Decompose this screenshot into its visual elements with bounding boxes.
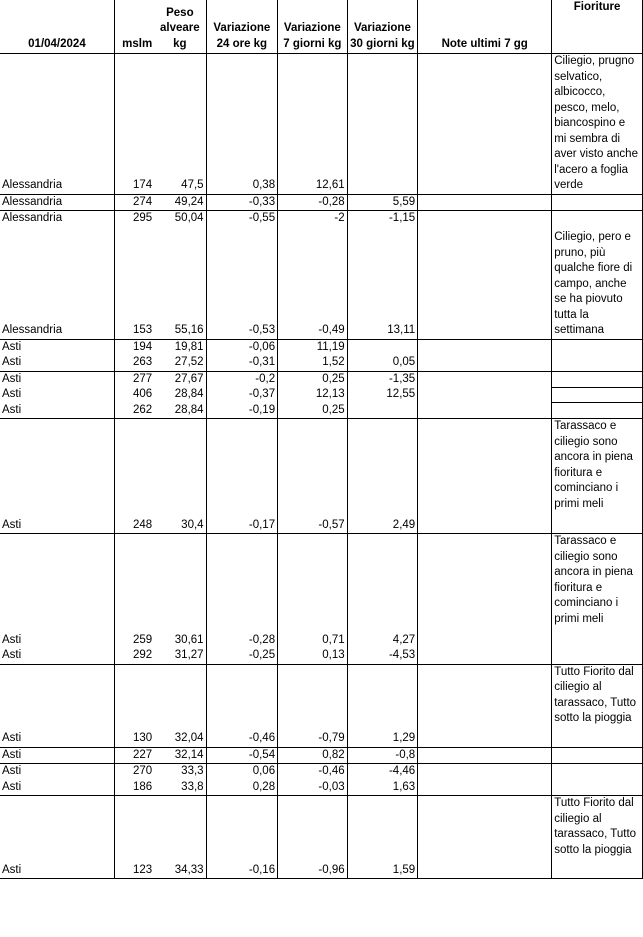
cell-var30: 1,59: [347, 796, 418, 879]
table-row: [0, 664, 643, 747]
table-row: [0, 796, 643, 879]
cell-fioriture: Tutto Fiorito dal ciliegio al tarassaco, Tutto sotto la pioggia: [552, 796, 643, 879]
cell-location: Asti: [0, 371, 114, 387]
cell-mslm: 295: [132, 212, 153, 224]
cell-var24: -0,25: [206, 648, 278, 664]
cell-var30: [347, 403, 418, 419]
cell-var7: -0,28: [278, 194, 348, 211]
cell-peso: 30,61: [154, 534, 206, 649]
cell-var24: -0,53: [206, 230, 278, 340]
cell-peso: 32,04: [154, 664, 206, 747]
table-row: [0, 764, 643, 780]
cell-location: Asti: [0, 355, 114, 371]
cell-var7: 0,25: [278, 371, 348, 387]
header-note: Note ultimi 7 gg: [418, 0, 552, 54]
cell-fioriture: [552, 747, 643, 764]
cell-var30: 1,29: [347, 664, 418, 747]
table-row: [0, 339, 643, 355]
cell-mslm: 406: [132, 388, 153, 400]
cell-var24: -0,37: [206, 387, 278, 403]
cell-note: [418, 747, 552, 764]
header-date: 01/04/2024: [0, 0, 114, 54]
cell-note: [418, 54, 552, 195]
cell-peso: 27,67: [154, 371, 206, 387]
cell-location: Asti: [0, 534, 114, 649]
cell-note: [418, 371, 552, 419]
cell-location: Alessandria: [0, 54, 114, 195]
table-row: [0, 194, 643, 211]
cell-mslm: 274: [114, 194, 154, 211]
cell-peso: 27,52: [154, 355, 206, 371]
cell-var24: 0,06: [206, 764, 278, 780]
cell-peso: 30,4: [154, 419, 206, 534]
cell-var7: 1,52: [278, 355, 348, 371]
cell-location: Alessandria: [0, 211, 114, 230]
cell-mslm: 123: [114, 796, 154, 879]
cell-mslm: 174: [114, 54, 154, 195]
cell-mslm: 186: [114, 780, 154, 796]
cell-location: Asti: [0, 387, 114, 403]
cell-peso: 47,5: [154, 54, 206, 195]
cell-var7: 0,13: [278, 648, 348, 664]
cell-var7: 12,61: [278, 54, 348, 195]
cell-var7: -2: [278, 211, 348, 230]
cell-var30: -4,46: [347, 764, 418, 780]
cell-var24: -0,16: [206, 796, 278, 879]
cell-var7: -0,79: [278, 664, 348, 747]
cell-fioriture: [552, 339, 643, 371]
cell-mslm: 248: [114, 419, 154, 534]
cell-fioriture: [552, 764, 643, 796]
cell-mslm: 259: [132, 633, 153, 646]
cell-var30: 0,05: [347, 355, 418, 371]
header-var30: Variazione 30 giorni kg: [347, 0, 418, 54]
cell-var30: 1,63: [347, 780, 418, 796]
cell-var30: 13,11: [347, 230, 418, 340]
cell-var24: -0,2: [206, 371, 278, 387]
cell-var24: -0,28: [206, 534, 278, 649]
cell-var30: -4,53: [347, 648, 418, 664]
table-row: [0, 747, 643, 764]
cell-mslm: 194: [132, 340, 153, 353]
cell-location: Asti: [0, 403, 114, 419]
cell-note: [418, 339, 552, 371]
header-mslm: mslm: [114, 0, 154, 54]
cell-location: Alessandria: [0, 194, 114, 211]
cell-var30: [347, 339, 418, 355]
header-fioriture: Fioriture: [552, 0, 643, 54]
cell-var24: -0,33: [206, 194, 278, 211]
cell-var30: 12,55: [347, 387, 418, 403]
cell-location: Asti: [0, 747, 114, 764]
cell-mslm: 227: [114, 747, 154, 764]
header-peso: Peso alveare kg: [154, 0, 206, 54]
cell-fioriture: Ciliegio, prugno selvatico, albicocco, pesco, melo, biancospino e mi sembra di aver visto anche l'acero a foglia verde: [552, 54, 643, 195]
cell-var7: -0,03: [278, 780, 348, 796]
cell-fioriture: Tarassaco e ciliegio sono ancora in piena fioritura e cominciano i primi meli: [552, 419, 643, 534]
cell-location: Asti: [0, 664, 114, 747]
cell-fioriture: [552, 211, 643, 340]
cell-fioriture: Tarassaco e ciliegio sono ancora in piena fioritura e cominciano i primi meli: [552, 534, 643, 665]
cell-mslm: 130: [114, 664, 154, 747]
table-row: [0, 419, 643, 534]
cell-note: [418, 211, 552, 340]
cell-mslm: 270: [132, 765, 153, 777]
cell-location: Alessandria: [0, 230, 114, 340]
table-row: [0, 211, 643, 230]
cell-var30: [347, 54, 418, 195]
cell-var7: 11,19: [278, 339, 348, 355]
cell-fioriture: [552, 371, 643, 387]
cell-location: Asti: [0, 339, 114, 355]
cell-peso: 32,14: [154, 747, 206, 764]
header-row: [0, 0, 643, 54]
cell-note: [418, 419, 552, 534]
cell-var30: 4,27: [347, 534, 418, 649]
fioriture-text: Ciliegio, pero e pruno, più qualche fiore di campo, anche se ha piovuto tutta la settimana: [554, 231, 633, 336]
cell-peso: 33,8: [154, 780, 206, 796]
cell-var24: -0,31: [206, 355, 278, 371]
cell-location: Asti: [0, 780, 114, 796]
cell-peso: 33,3: [154, 764, 206, 780]
cell-location: Asti: [0, 796, 114, 879]
table-row: [0, 54, 643, 195]
cell-var7: 0,82: [278, 747, 348, 764]
table-row: [0, 371, 643, 387]
cell-var7: 0,25: [278, 403, 348, 419]
cell-note: [418, 664, 552, 747]
cell-var24: -0,54: [206, 747, 278, 764]
cell-peso: 34,33: [154, 796, 206, 879]
cell-var24: -0,19: [206, 403, 278, 419]
cell-fioriture: [552, 387, 643, 403]
cell-var7: -0,46: [278, 764, 348, 780]
cell-var7: -0,57: [278, 419, 348, 534]
cell-fioriture: [552, 194, 643, 211]
cell-fioriture: Tutto Fiorito dal ciliegio al tarassaco, Tutto sotto la pioggia: [552, 664, 643, 747]
cell-peso: 31,27: [154, 648, 206, 664]
cell-note: [418, 534, 552, 665]
cell-var30: -1,35: [347, 371, 418, 387]
cell-mslm: 292: [114, 648, 154, 664]
cell-var24: -0,46: [206, 664, 278, 747]
cell-var24: 0,38: [206, 54, 278, 195]
cell-mslm: 153: [114, 230, 154, 340]
cell-var7: -0,49: [278, 230, 348, 340]
cell-peso: 28,84: [154, 403, 206, 419]
cell-var7: -0,96: [278, 796, 348, 879]
header-var24: Variazione 24 ore kg: [206, 0, 278, 54]
cell-var30: -0,8: [347, 747, 418, 764]
cell-mslm: 263: [114, 355, 154, 371]
cell-var7: 0,71: [278, 534, 348, 649]
cell-mslm: 262: [114, 403, 154, 419]
cell-var30: -1,15: [347, 211, 418, 230]
cell-location: Asti: [0, 764, 114, 780]
cell-note: [418, 796, 552, 879]
cell-peso: 49,24: [154, 194, 206, 211]
cell-var24: -0,06: [206, 339, 278, 355]
cell-peso: 28,84: [154, 387, 206, 403]
cell-location: Asti: [0, 648, 114, 664]
cell-var30: 5,59: [347, 194, 418, 211]
cell-location: Asti: [0, 419, 114, 534]
cell-fioriture: [552, 403, 643, 419]
cell-peso: 55,16: [154, 230, 206, 340]
cell-var24: -0,17: [206, 419, 278, 534]
cell-mslm: 277: [132, 372, 153, 385]
cell-peso: 50,04: [154, 211, 206, 230]
cell-note: [418, 764, 552, 796]
cell-var30: 2,49: [347, 419, 418, 534]
table-row: [0, 534, 643, 649]
cell-var7: 12,13: [278, 387, 348, 403]
cell-peso: 19,81: [154, 339, 206, 355]
header-var7: Variazione 7 giorni kg: [278, 0, 348, 54]
cell-note: [418, 194, 552, 211]
cell-var24: -0,55: [206, 211, 278, 230]
cell-var24: 0,28: [206, 780, 278, 796]
